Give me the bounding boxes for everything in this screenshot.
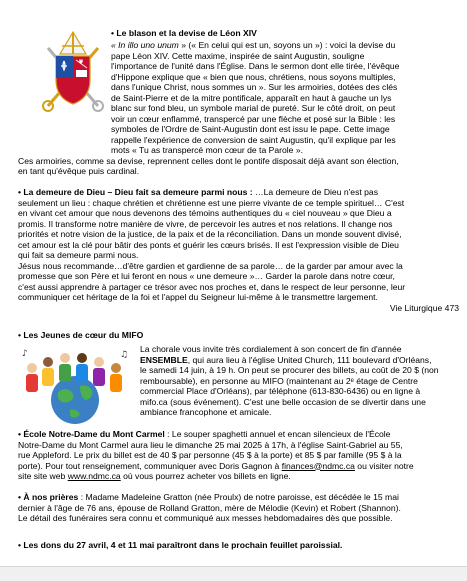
website-link[interactable]: www.ndmc.ca [67,471,121,481]
coat-line: en tant qu'évêque puis cardinal. [18,166,140,176]
mifo-line-text: , qui aura lieu à l'église United Church, 111 boulevard d'Orléans, [187,354,432,365]
section-title: La demeure de Dieu – Dieu fait sa demeure parmi nous : [23,187,253,197]
ecole-line-text: ou visiter notre [354,460,414,471]
dieu-line: promesse que son Père et lui feront en nous « une demeure »… Garder la parole dans notre cœur, [18,271,395,281]
dieu-line: communiquer cet héritage de la foi et l'appel du Seigneur lui-même à le transmettre largement. [18,292,378,302]
section-title: Le blason et la devise de Léon XIV [116,28,257,38]
section-title: À nos prières [23,492,79,502]
coat-line: blanc sur fond bleu, un symbole marial de pureté. Sur le côté droit, on peut [111,103,396,113]
coat-title-line: • Le blason et la devise de Léon XIV [111,28,257,38]
page-bottom-bar [0,566,467,581]
coat-line: de Saint-Pierre et de la mitre pontificale, apparaît en haut à gauche un lys [111,92,392,103]
prieres-line: dernier à l'âge de 76 ans, épouse de Rolland Gratton, mère de Mélodie (Kevin) et Robert (Shannon). [18,502,401,513]
papal-coat-of-arms-image [40,28,106,114]
mitre-icon [60,32,86,54]
coat-line: mots « Tu as transpercé mon cœur de ta Parole ». [111,145,304,155]
dieu-line-text: …La demeure de Dieu n'est pas [252,187,379,197]
mifo-line: commercial Place d'Orléans), par téléphone (613-830-6436) ou en ligne à [140,386,421,396]
ecole-line-text: porte). Pour tout renseignement, communiquer avec Doris Gagnon à [18,460,282,471]
ecole-line-text: site site web [18,471,68,481]
dieu-line: seulement un lieu : chaque chrétien et chrétienne est une pierre vivante de ce temple spirituel… C'est [18,197,405,208]
mifo-line: mifo.ca (sous événement). C'est une belle occasion de se divertir dans une [140,396,426,407]
ecole-line: Notre-Dame du Mont Carmel aura lieu le dimanche 25 mai 2025 à 17h, à l'église Saint-Gabriel au 55, [18,439,403,450]
coat-line: dans l'unique Christ, nous sommes un ». Sur les armoiries, dotées des clés [111,82,398,92]
globe-icon [51,376,99,424]
prieres-line: Le détail des funéraires sera connu et communiqué aux messes hebdomadaires dès que possible. [18,513,393,523]
coat-line: rappelle l'expérience de conversion de saint Augustin, qu'il explique par les [111,134,396,145]
section-title: Les Jeunes de cœur du MIFO [23,330,144,340]
dieu-line: c'est aussi apprendre à partager ce trésor avec nos proches et, dans le respect de leur personne, leur [18,281,406,292]
music-notes-icon [22,349,128,360]
coat-line: voir un cœur enflammé, transpercé par une flèche et posé sur la Bible : les [111,113,396,124]
dieu-line: qui fait sa demeure parmi nous. [18,250,139,260]
mifo-line: le samedi 14 juin, à 19 h. On peut se procurer des billets, au coût de 20 $ (non [140,365,439,375]
ecole-line-text: : Le souper spaghetti annuel et encan silencieux de l'École [164,429,391,439]
ecole-line [18,461,414,471]
svg-text:♪: ♪ [22,349,28,359]
dieu-line: promis. Il transforme notre manière de vivre, de percevoir les autres et nos relations. Il change nos [18,218,393,229]
prieres-title-line: • À nos prières : Madame Madeleine Gratton (née Proulx) de notre paroisse, est décédée le 15 mai [18,492,399,502]
dieu-line: en vivant cet amour que nous devenons des témoins authentiques du « ciel nouveau » que Dieu a [18,208,392,218]
mifo-line: remboursable), en personne au MIFO (maintenant au 2ᵉ étage de Centre [140,375,418,386]
dons-line: • Les dons du 27 avril, 4 et 11 mai paraîtront dans le prochain feuillet paroissial. [18,540,343,550]
email-link[interactable]: finances@ndmc.ca [281,460,355,471]
prieres-line-text: : Madame Madeleine Gratton (née Proulx) de notre paroisse, est décédée le 15 mai [78,492,399,502]
dons-notice: Les dons du 27 avril, 4 et 11 mai paraîtront dans le prochain feuillet paroissial. [23,540,343,550]
ecole-line-text: où vous pourrez acheter vos billets en ligne. [120,471,291,481]
coat-line: d'Hippone explique que « bien que nous, chrétiens, nous soyons multiples, [111,71,396,82]
coat-line: « In illo uno unum » (« En celui qui est un, soyons un ») : voici la devise du [111,40,396,50]
papal-motto: In illo uno unum [118,40,179,50]
mifo-line: La chorale vous invite très cordialement à son concert de fin d'année [140,344,402,354]
source-citation: Vie Liturgique 473 [389,302,459,313]
dieu-line: cet amour est la clé pour bâtir des ponts et guérir les cœurs brisés. Il est l'expression visible de Dieu [18,239,399,250]
coat-line: symboles de l'Ordre de Saint-Augustin dont est issu le pape. Cette image [111,124,390,134]
concert-name: ENSEMBLE [140,354,188,365]
dieu-title-line: • La demeure de Dieu – Dieu fait sa demeure parmi nous : …La demeure de Dieu n'est pas [18,187,379,197]
shield-icon [56,56,90,104]
choir-singers-image [20,348,130,428]
dieu-line: Jésus nous recommande…d'être gardien et gardienne de sa parole… de la garder par amour avec la [18,260,403,271]
dieu-line: priorités et notre vision de la justice, de la paix et de la réconciliation. Dans un monde souvent divisé, [18,229,402,239]
coat-line: pape Léon XIV. Cette maxime, inspirée de saint Augustin, souligne [111,50,365,61]
svg-text:♫: ♫ [120,350,129,360]
coat-line: l'importance de l'unité dans l'Église. Dans le sermon dont elle tirée, l'évêque [111,61,400,71]
mifo-title-line: • Les Jeunes de cœur du MIFO [18,330,144,340]
ecole-line [18,471,291,481]
coat-line-text: » (« En celui qui est un, soyons un ») : voici la devise du [178,40,396,50]
coat-line: Ces armoiries, comme sa devise, reprennent celles dont le pontife disposait déjà avant son élection, [18,155,399,166]
mifo-line [140,355,431,365]
section-title: École Notre-Dame du Mont Carmel [23,429,165,439]
mifo-line: ambiance francophone et amicale. [140,407,272,417]
ecole-line: rue Appleford. Le prix du billet est de 40 $ par personne (45 $ à la porte) et 85 $ par famille (95 $ à la [18,450,402,460]
ecole-title-line: • École Notre-Dame du Mont Carmel : Le souper spaghetti annuel et encan silencieux de l'École [18,429,391,439]
